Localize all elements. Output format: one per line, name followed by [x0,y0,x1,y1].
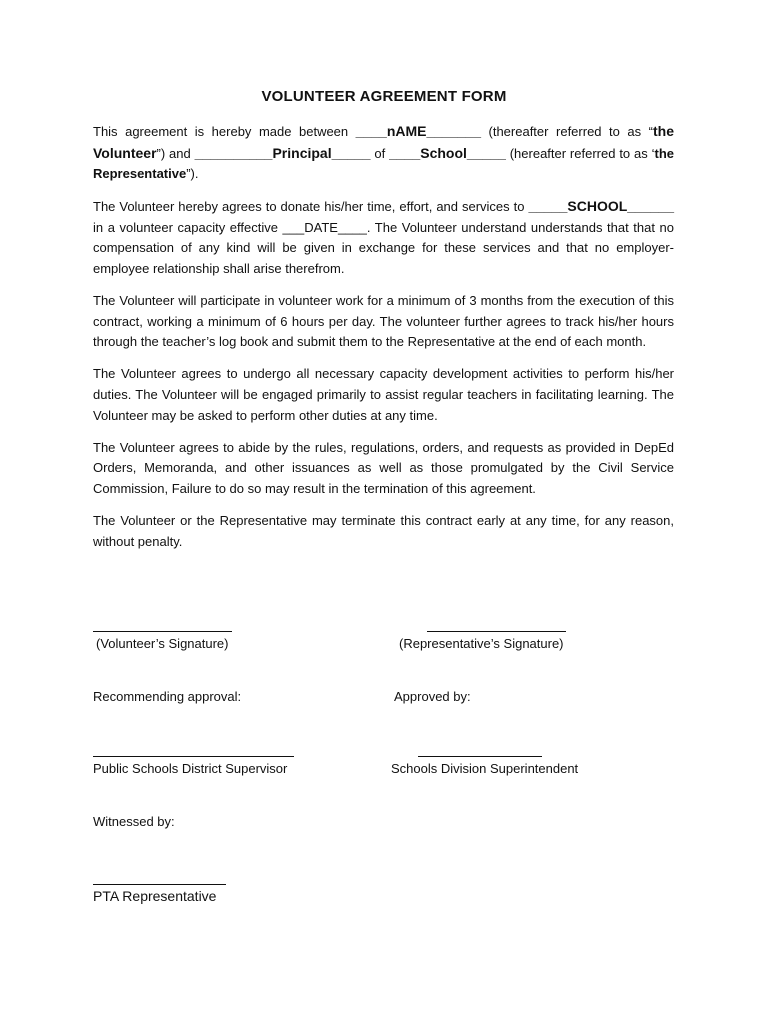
paragraph-termination: The Volunteer or the Representative may terminate this contract early at any time, for any reason, without penalty. [93,513,674,549]
text-segment: (hereafter referred to as ‘ [505,145,655,161]
representative-term: the Representative [93,145,674,182]
district-supervisor-signature-line [93,756,294,757]
paragraph-parties [93,121,674,185]
volunteer-signature-line [93,631,232,632]
representative-signature-label: (Representative’s Signature) [399,636,564,651]
document-title: VOLUNTEER AGREEMENT FORM [261,88,507,105]
text-segment: of [370,145,390,161]
paragraph-rules: The Volunteer agrees to abide by the rules, regulations, orders, and requests as provided in DepEd Orders, Memoranda, and other issuances as well as those promulgated by the Civil Service Commission, Failure to do so may result in the termination of this agreement. [93,439,674,496]
division-superintendent-label: Schools Division Superintendent [391,761,579,776]
volunteer-term: the Volunteer [93,123,675,161]
approved-by-label: Approved by: [394,689,471,704]
name-field: ____nAME_______ [355,123,481,139]
text-segment: This agreement is hereby made between [93,124,356,139]
recommending-approval-label: Recommending approval: [93,689,242,704]
text-segment: The Volunteer hereby agrees to donate his/her time, effort, and services to [93,199,529,215]
paragraph-duration: The Volunteer will participate in volunteer work for a minimum of 3 months from the execution of this contract, working a minimum of 6 hours per day. The volunteer further agrees to track his/her hours through the teacher’s log book and submit them to the Representative at the end of each month. [93,293,674,350]
pta-signature-line [93,884,226,885]
pta-representative-label: PTA Representative [93,888,217,904]
witnessed-by-label: Witnessed by: [93,814,175,829]
text-segment: ”) and [156,145,195,161]
paragraph-duties: The Volunteer agrees to undergo all necessary capacity development activities to perform his/her duties. The Volunteer will be engaged primarily to assist regular teachers in facilitating learning. The Volunteer may be asked to perform other duties at any time. [93,366,674,423]
agreement-body [93,121,674,564]
principal-field: __________Principal_____ [194,144,371,161]
paragraph-services [93,196,674,279]
school-field: _____SCHOOL______ [528,198,674,215]
division-superintendent-signature-line [418,756,542,757]
text-segment: in a volunteer capacity effective ___DATE____. The Volunteer understand understands that that no compensation of any kind will be given in exchange for these services and that no employer-employee relationship shall arise therefrom. [93,219,674,277]
volunteer-signature-label: (Volunteer’s Signature) [96,636,229,651]
text-segment: ”). [186,166,199,182]
text-segment: (thereafter referred to as “ [480,124,654,139]
district-supervisor-label: Public Schools District Supervisor [93,761,288,776]
school-field: ____School_____ [389,144,506,161]
representative-signature-line [427,631,566,632]
